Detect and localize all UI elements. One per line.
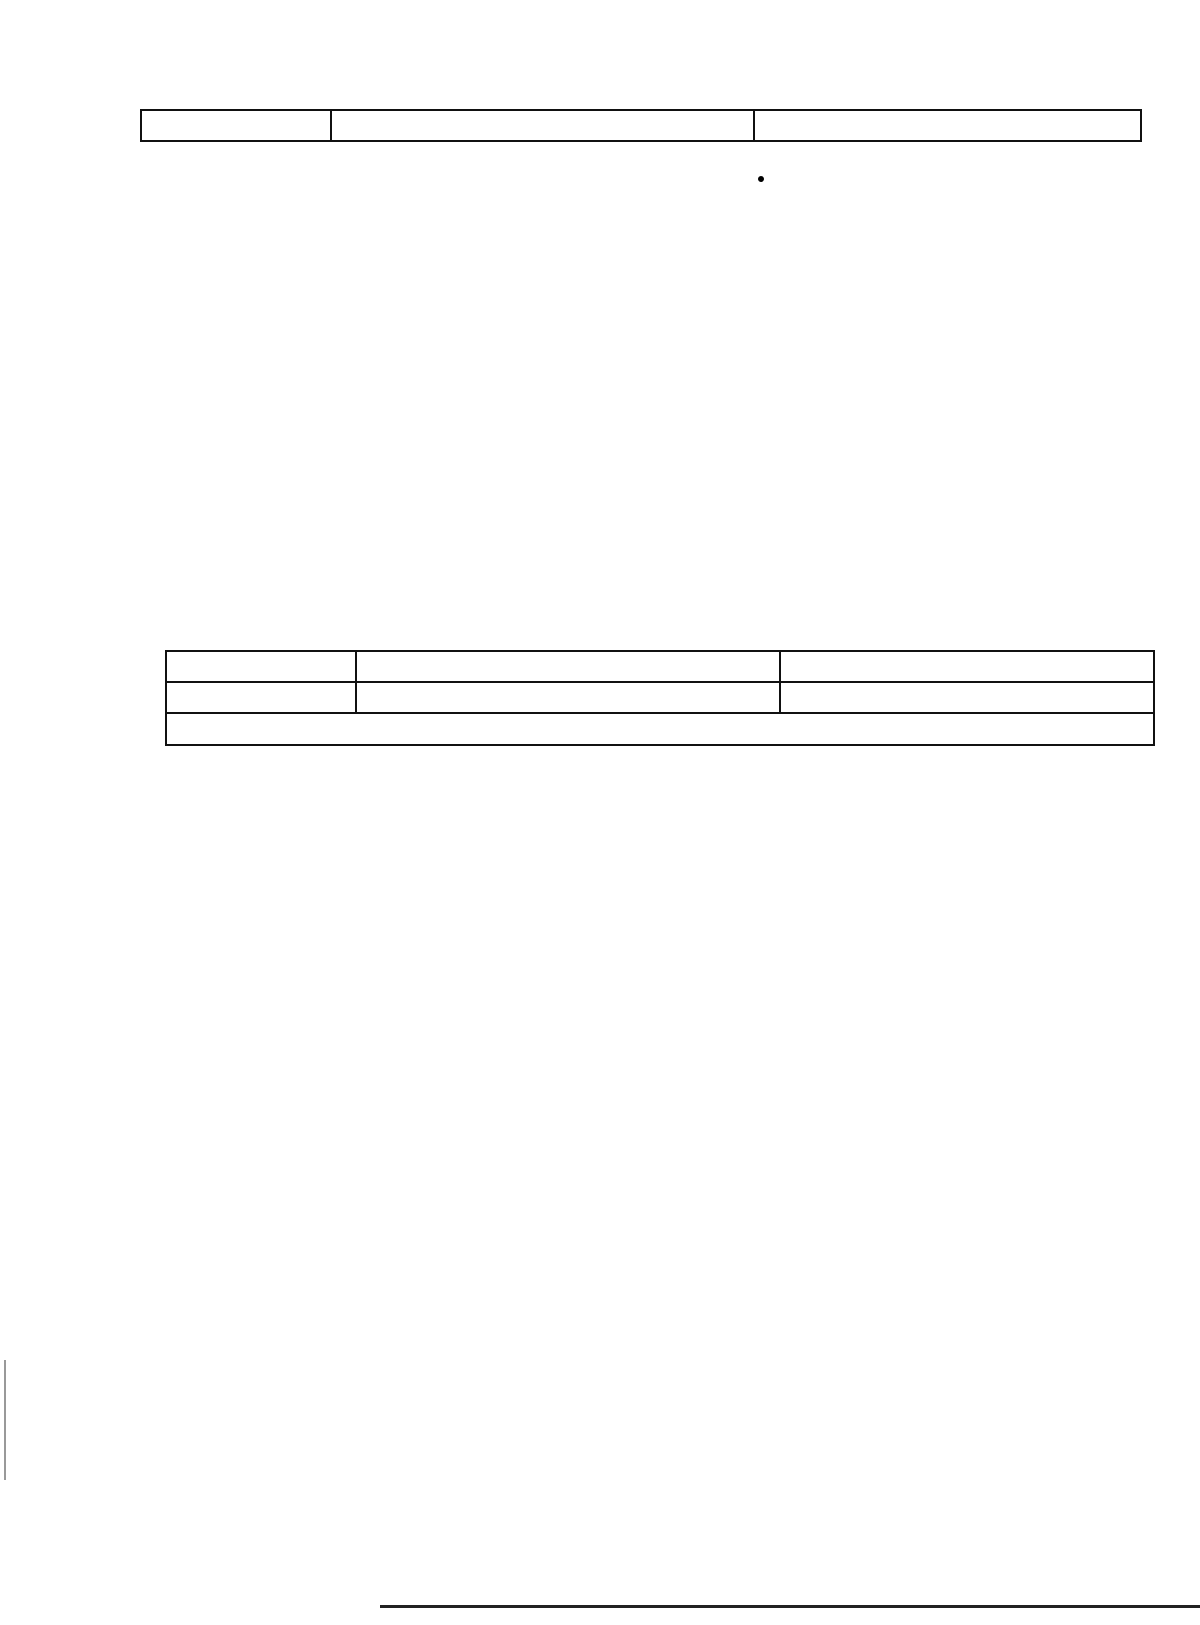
numbering-cell <box>356 682 780 713</box>
column-header-y <box>780 651 1154 682</box>
header-cell <box>141 110 331 141</box>
scan-margin-mark <box>4 1360 6 1480</box>
numbering-cell <box>166 682 356 713</box>
scan-edge-line <box>380 1605 1200 1608</box>
section-title-row <box>166 713 1154 744</box>
column-numbering-row <box>166 682 1154 713</box>
column-header-point <box>166 651 356 682</box>
boundary-coordinates-table <box>165 650 1155 746</box>
scan-dot-mark <box>758 176 764 182</box>
coordinates-table-continued <box>140 109 1142 142</box>
column-header-row <box>166 651 1154 682</box>
numbering-cell <box>780 682 1154 713</box>
table-header-row <box>141 110 1141 141</box>
column-header-x <box>356 651 780 682</box>
header-cell <box>331 110 754 141</box>
header-cell <box>754 110 1141 141</box>
section-title <box>166 713 1154 744</box>
